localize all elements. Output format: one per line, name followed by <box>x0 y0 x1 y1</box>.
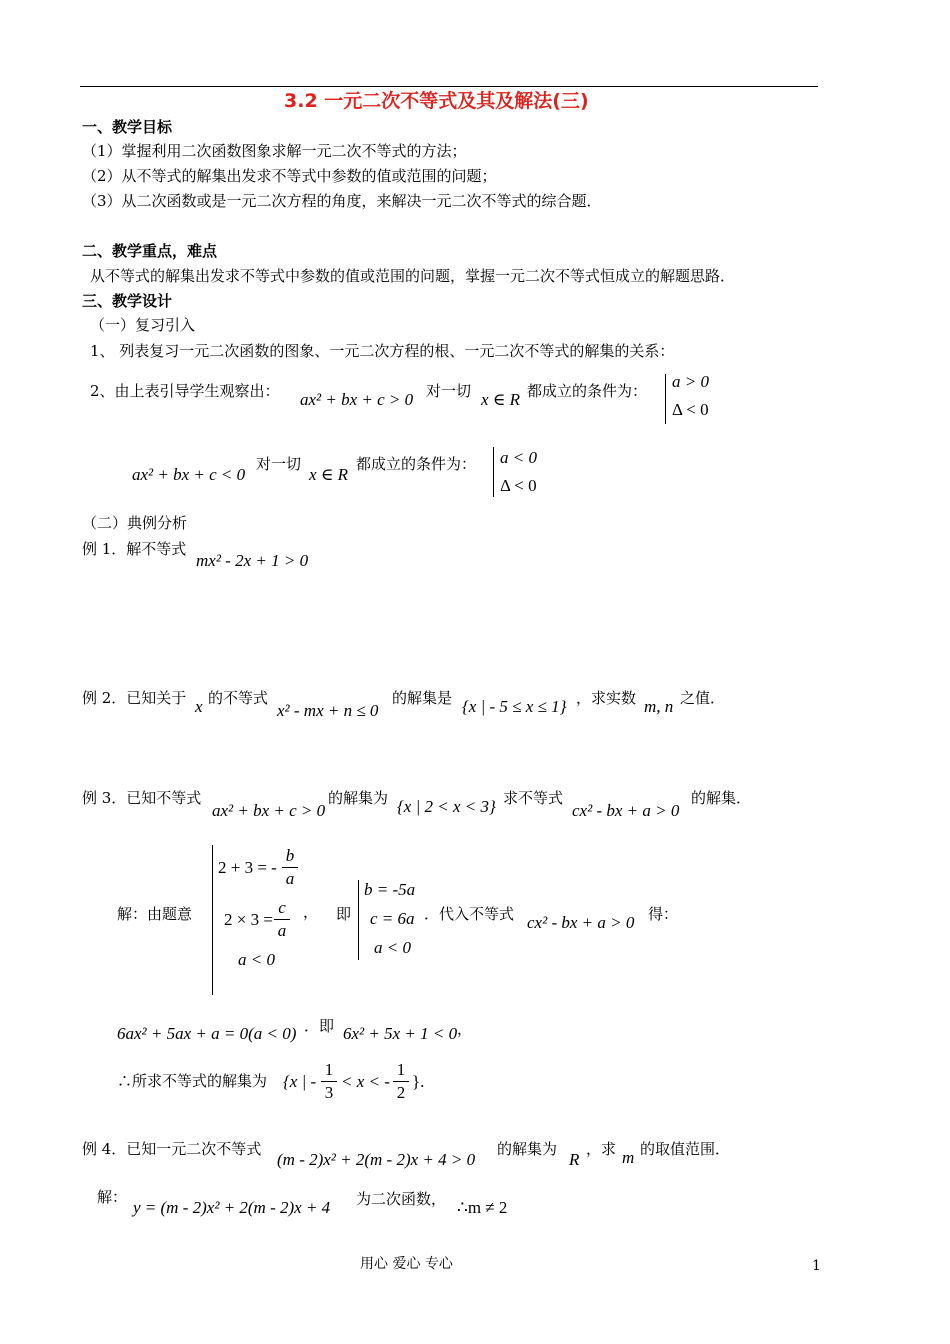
subsection-review: （一）复习引入 <box>90 316 196 334</box>
conclusion-middle: < x < - <box>341 1072 390 1091</box>
ji-text: ．即 <box>304 1017 335 1035</box>
example-4-function: y = (m - 2)x² + 2(m - 2)x + 4 <box>133 1198 331 1217</box>
inequality-positive: ax² + bx + c > 0 <box>300 390 414 409</box>
section-heading-objectives: 一、教学目标 <box>82 118 173 136</box>
example-4-label: 例 4．已知一元二次不等式 <box>82 1140 262 1158</box>
system-1-brace <box>212 845 213 995</box>
condition-a-positive: a > 0 <box>672 372 709 391</box>
example-4-m: m <box>622 1148 635 1167</box>
example-2-text: 的不等式 <box>208 689 269 707</box>
key-points-text: 从不等式的解集出发求不等式中参数的值或范围的问题，掌握一元二次不等式恒成立的解题思路． <box>90 267 736 285</box>
condition-text: 都成立的条件为： <box>527 382 648 400</box>
objective-item: （2）从不等式的解集出发求不等式中参数的值或范围的问题； <box>82 167 497 185</box>
example-4-text: 的取值范围． <box>640 1140 731 1158</box>
fraction-b-over-a: b a <box>282 846 298 889</box>
comma: ， <box>457 1020 473 1038</box>
fraction-one-half: 1 2 <box>393 1060 409 1103</box>
review-item-2-prefix: 2、由上表引导学生观察出： <box>90 382 280 400</box>
example-4-text: 的解集为 <box>497 1140 558 1158</box>
example-3-label: 例 3．已知不等式 <box>82 789 202 807</box>
footer-motto: 用心 爱心 专心 <box>360 1256 453 1272</box>
example-4-inequality: (m - 2)x² + 2(m - 2)x + 4 > 0 <box>277 1150 476 1169</box>
system-1-line-1: 2 + 3 = - <box>218 858 277 877</box>
condition-delta-negative: Δ < 0 <box>672 400 709 419</box>
example-3-text: 的解集． <box>691 789 752 807</box>
system-2-line-1: b = -5a <box>364 880 416 899</box>
example-2-inequality: x² - mx + n ≤ 0 <box>277 701 379 720</box>
derived-equation: 6ax² + 5ax + a = 0(a < 0) <box>117 1024 297 1043</box>
example-2-text: 的解集是 <box>392 689 453 707</box>
fraction-one-third: 1 3 <box>321 1060 337 1103</box>
system-2-line-3: a < 0 <box>374 938 411 957</box>
conclusion-set-end: }. <box>412 1072 425 1091</box>
system-2-line-2: c = 6a <box>370 909 415 928</box>
example-3-text: 求不等式 <box>503 789 564 807</box>
example-4-conclusion: ∴m ≠ 2 <box>457 1198 508 1217</box>
substitute-text: ．代入不等式 <box>424 905 515 923</box>
condition-brace <box>665 374 666 424</box>
example-3-solution-set: {x | 2 < x < 3} <box>397 797 496 816</box>
objective-item: （3）从二次函数或是一元二次方程的角度，来解决一元二次不等式的综合题． <box>82 192 602 210</box>
system-1-line-2: 2 × 3 = <box>224 910 273 929</box>
x-in-R: x ∈ R <box>309 465 349 484</box>
condition-delta-negative: Δ < 0 <box>500 476 537 495</box>
system-2-brace <box>358 880 359 960</box>
conclusion-prefix: ∴所求不等式的解集为 <box>117 1072 268 1090</box>
example-4-solution-label: 解： <box>97 1188 128 1206</box>
top-rule <box>80 86 818 87</box>
section-heading-design: 三、教学设计 <box>82 292 173 310</box>
condition-a-negative: a < 0 <box>500 448 537 467</box>
system-1-line-3: a < 0 <box>238 950 275 969</box>
example-2-text: 之值． <box>680 689 726 707</box>
example-2-var: x <box>195 697 203 716</box>
for-all-text: 对一切 <box>426 382 472 400</box>
de-text: 得： <box>648 905 679 923</box>
review-item-1: 1、 列表复习一元二次函数的图象、一元二次方程的根、一元二次不等式的解集的关系： <box>90 342 675 360</box>
example-1-inequality: mx² - 2x + 1 > 0 <box>196 551 309 570</box>
substituted-inequality: cx² - bx + a > 0 <box>527 913 635 932</box>
section-heading-key-points: 二、教学重点，难点 <box>82 242 218 260</box>
example-4-text: ，求 <box>586 1140 617 1158</box>
subsection-examples: （二）典例分析 <box>82 514 188 532</box>
objective-item: （1）掌握利用二次函数图象求解一元二次不等式的方法； <box>82 142 467 160</box>
example-2-vars: m, n <box>644 697 674 716</box>
conclusion-set-start: {x | - <box>283 1072 317 1091</box>
comma: ， <box>303 903 319 921</box>
example-4-solution-text: 为二次函数， <box>356 1190 447 1208</box>
example-3-text: 的解集为 <box>328 789 389 807</box>
condition-brace <box>493 447 494 497</box>
condition-text: 都成立的条件为： <box>356 455 477 473</box>
example-2-solution-set: {x | - 5 ≤ x ≤ 1} <box>462 697 567 716</box>
example-2-label: 例 2．已知关于 <box>82 689 187 707</box>
page-title: 3.2 一元二次不等式及其及解法(三) <box>284 90 589 112</box>
derived-inequality: 6x² + 5x + 1 < 0 <box>343 1024 458 1043</box>
example-3-solution-label: 解：由题意 <box>117 905 193 923</box>
example-1-label: 例 1．解不等式 <box>82 540 187 558</box>
example-3-inequality: ax² + bx + c > 0 <box>212 801 326 820</box>
example-2-text: ，求实数 <box>576 689 637 707</box>
example-4-R: R <box>569 1150 580 1169</box>
inequality-negative: ax² + bx + c < 0 <box>132 465 246 484</box>
for-all-text: 对一切 <box>256 455 302 473</box>
x-in-R: x ∈ R <box>481 390 521 409</box>
ji-text: 即 <box>336 905 352 923</box>
page-number: 1 <box>812 1258 821 1274</box>
fraction-c-over-a: c a <box>274 898 290 941</box>
example-3-target-inequality: cx² - bx + a > 0 <box>572 801 680 820</box>
